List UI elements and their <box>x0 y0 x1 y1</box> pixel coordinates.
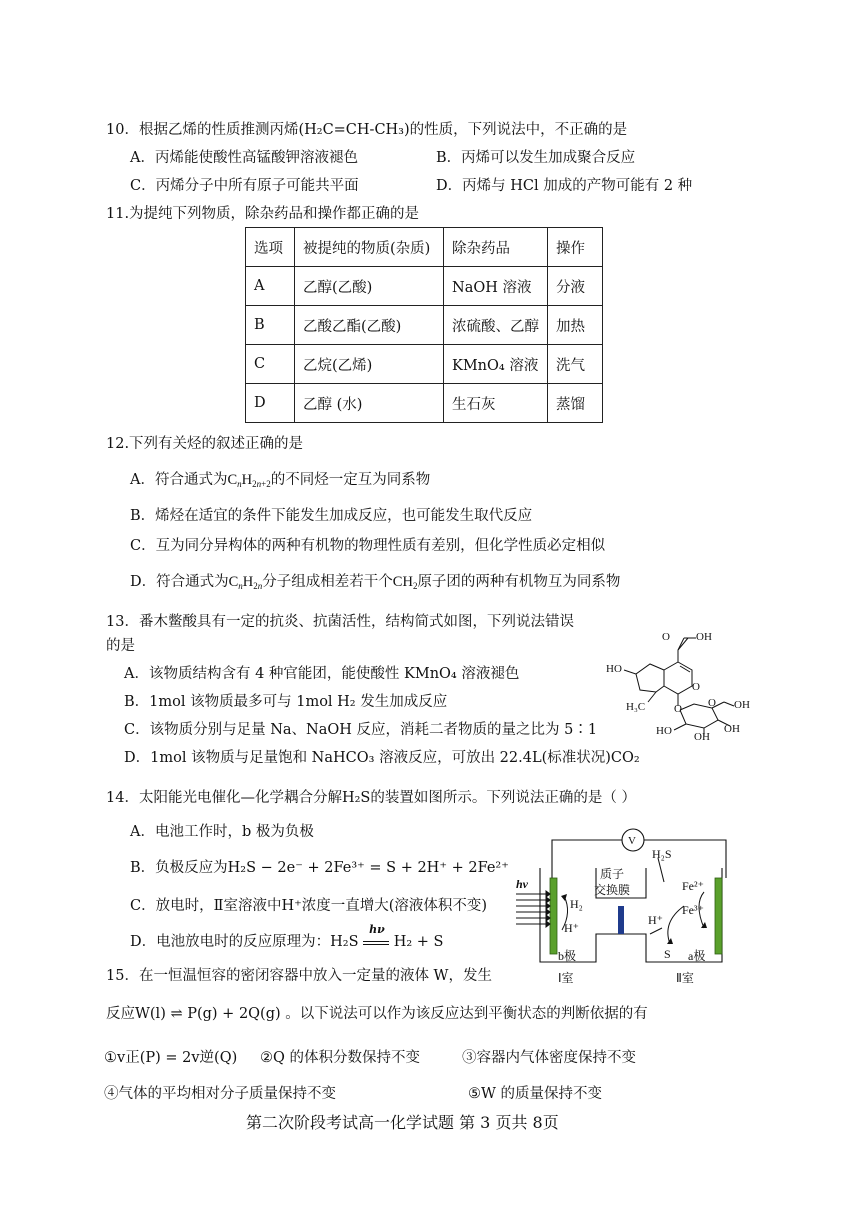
struct-label-o-sugar: O <box>708 697 716 709</box>
struct-label-o-top: O <box>662 631 670 643</box>
label-h2: H₂ <box>570 897 583 911</box>
label-fe2: Fe²⁺ <box>682 879 704 893</box>
table-cell: 洗气 <box>548 345 603 384</box>
formula-cnh2n: $C_nH_{2n}$ <box>228 574 263 591</box>
struct-label-ho-left: HO <box>606 663 622 675</box>
table-cell: 生石灰 <box>444 384 548 423</box>
label-hv: hν <box>516 877 528 891</box>
table-row <box>246 384 603 423</box>
table-cell: 乙烷(乙烯) <box>295 345 444 384</box>
q10-option-d: D．丙烯与 HCl 加成的产物可能有 2 种 <box>436 178 693 194</box>
q12-option-a <box>130 470 430 490</box>
b-electrode <box>550 878 557 954</box>
q14-d-arrow <box>363 923 389 945</box>
q12-a-post: 的不同烃一定互为同系物 <box>270 472 431 488</box>
table-cell: C <box>246 345 295 384</box>
label-fe3: Fe³⁺ <box>682 903 704 917</box>
q10-stem: 10．根据乙烯的性质推测丙烯(H₂C=CH-CH₃)的性质，下列说法中，不正确的是 <box>106 122 628 138</box>
struct-label-oh-bottom: OH <box>694 731 710 740</box>
q12-d-mid: 分子组成相差若干个 <box>262 574 393 590</box>
table-cell: 分液 <box>548 267 603 306</box>
q14-stem: 14．太阳能光电催化—化学耦合分解H₂S的装置如图所示。下列说法正确的是（ ） <box>106 790 636 806</box>
q13-option-c: C．该物质分别与足量 Na、NaOH 反应，消耗二者物质的量之比为 5∶1 <box>124 722 598 738</box>
label-a-electrode: a极 <box>688 949 706 963</box>
q14-option-d <box>130 923 444 952</box>
q15-item-5: ⑤W 的质量保持不变 <box>468 1086 603 1102</box>
table-header-cell: 除杂药品 <box>444 228 548 267</box>
a-electrode <box>715 878 722 954</box>
table-cell: 乙酸乙酯(乙酸) <box>295 306 444 345</box>
table-header-cell: 被提纯的物质(杂质) <box>295 228 444 267</box>
equals-bar <box>363 941 389 945</box>
q15-item-2: ②Q 的体积分数保持不变 <box>260 1050 420 1066</box>
q11-stem: 11.为提纯下列物质，除杂药品和操作都正确的是 <box>106 206 420 222</box>
q10-option-a: A．丙烯能使酸性高锰酸钾溶液褪色 <box>130 150 358 166</box>
q10-option-c: C．丙烯分子中所有原子可能共平面 <box>130 178 359 194</box>
q15-item-1: ①v正(P) = 2v逆(Q) <box>104 1050 238 1066</box>
q15-stem-line1: 15．在一恒温恒容的密闭容器中放入一定量的液体 W，发生 <box>106 968 492 984</box>
q10-option-b: B．丙烯可以发生加成聚合反应 <box>436 150 636 166</box>
q12-d-post: 原子团的两种有机物互为同系物 <box>417 574 621 590</box>
page-footer: 第二次阶段考试高一化学试题 第 3 页共 8页 <box>246 1113 559 1132</box>
q14-option-c: C．放电时，Ⅱ室溶液中H⁺浓度一直增大(溶液体积不变) <box>130 898 488 914</box>
q12-option-b: B．烯烃在适宜的条件下能发生加成反应，也可能发生取代反应 <box>130 508 533 524</box>
table-row <box>246 267 603 306</box>
struct-label-oh-top: OH <box>696 631 712 643</box>
q15-stem-line2: 反应W(l) ⇌ P(g) + 2Q(g) 。以下说法可以作为该反应达到平衡状态的判断依据的有 <box>106 1006 648 1022</box>
q13-option-d: D．1mol 该物质与足量饱和 NaHCO₃ 溶液反应，可放出 22.4L(标准状况)CO₂ <box>124 750 640 766</box>
struct-label-o-link: O <box>674 703 682 715</box>
label-s: S <box>664 947 671 961</box>
label-membrane-1: 质子 <box>600 867 625 881</box>
q14-d-hv: hν <box>369 923 385 936</box>
label-room-1: Ⅰ室 <box>558 971 574 985</box>
q15-item-4: ④气体的平均相对分子质量保持不变 <box>104 1086 336 1102</box>
table-header-cell: 选项 <box>246 228 295 267</box>
struct-label-oh-right: OH <box>734 699 750 711</box>
q15-item-3: ③容器内气体密度保持不变 <box>462 1050 636 1066</box>
table-header-row <box>246 228 603 267</box>
q14-d-pre: D．电池放电时的反应原理为：H₂S <box>130 934 359 950</box>
photoelectrochemical-device-diagram <box>512 822 732 986</box>
table-cell: 乙醇(乙酸) <box>295 267 444 306</box>
table-row <box>246 306 603 345</box>
q12-d-pre: D．符合通式为 <box>130 574 229 590</box>
q12-option-c: C．互为同分异构体的两种有机物的物理性质有差别，但化学性质必定相似 <box>130 538 606 554</box>
loganic-acid-structure <box>600 630 760 740</box>
proton-exchange-membrane <box>618 906 624 934</box>
q13-option-b: B．1mol 该物质最多可与 1mol H₂ 发生加成反应 <box>124 694 448 710</box>
struct-label-ho-bottom-left: HO <box>656 725 672 737</box>
q14-d-post: H₂ + S <box>393 934 444 950</box>
struct-label-h3c: H₃C <box>626 701 646 713</box>
table-cell: 加热 <box>548 306 603 345</box>
label-room-2: Ⅱ室 <box>676 971 694 985</box>
label-hplus-right: H⁺ <box>648 913 663 927</box>
table-cell: 浓硫酸、乙醇 <box>444 306 548 345</box>
table-cell: A <box>246 267 295 306</box>
table-header-cell: 操作 <box>548 228 603 267</box>
table-cell: D <box>246 384 295 423</box>
table-cell: NaOH 溶液 <box>444 267 548 306</box>
table-cell: 乙醇 (水) <box>295 384 444 423</box>
formula-ch2: $CH_2$ <box>392 574 418 591</box>
q12-stem: 12.下列有关烃的叙述正确的是 <box>106 436 304 452</box>
label-b-electrode: b极 <box>558 949 577 963</box>
label-membrane-2: 交换膜 <box>594 883 631 897</box>
q12-option-d <box>130 572 620 592</box>
voltmeter-label: V <box>628 835 636 847</box>
struct-label-oh-right2: OH <box>724 723 740 735</box>
label-hplus-left: H⁺ <box>564 921 579 935</box>
label-h2s: H₂S <box>652 847 672 861</box>
q13-stem-line1: 13．番木鳖酸具有一定的抗炎、抗菌活性，结构简式如图，下列说法错误 <box>106 614 574 630</box>
q12-a-pre: A．符合通式为 <box>130 472 228 488</box>
table-cell: KMnO₄ 溶液 <box>444 345 548 384</box>
q13-option-a: A．该物质结构含有 4 种官能团，能使酸性 KMnO₄ 溶液褪色 <box>124 666 520 682</box>
table-cell: B <box>246 306 295 345</box>
formula-cnh2n2: $C_nH_{2n+2}$ <box>227 472 271 489</box>
q14-option-b: B．负极反应为H₂S − 2e⁻ + 2Fe³⁺ = S + 2H⁺ + 2Fe²⁺ <box>130 860 509 876</box>
q14-option-a: A．电池工作时，b 极为负极 <box>130 824 314 840</box>
table-row <box>246 345 603 384</box>
q13-stem-line2: 的是 <box>106 638 135 654</box>
struct-label-o-ring: O <box>692 681 700 693</box>
q11-table <box>245 227 603 423</box>
table-cell: 蒸馏 <box>548 384 603 423</box>
